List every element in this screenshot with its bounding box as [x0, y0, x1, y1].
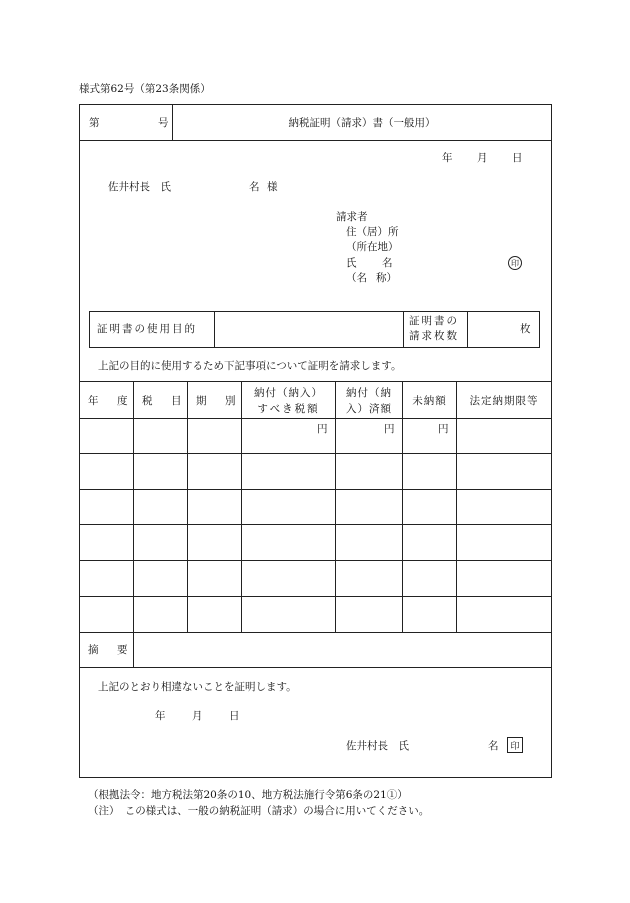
- col-header-tax-a: 税: [142, 395, 153, 407]
- cert-date-year: 年: [155, 710, 166, 722]
- official-seal-icon: 印: [507, 737, 523, 753]
- request-date-month: 月: [477, 152, 488, 164]
- col-header-year-a: 年: [88, 395, 99, 407]
- col-header-due-2: すべき税額: [257, 403, 320, 415]
- col-header-unpaid: 未納額: [412, 395, 447, 407]
- col-header-period-b: 別: [225, 395, 236, 407]
- number-prefix: 第: [89, 117, 100, 129]
- addressee-honorific: 様: [267, 181, 278, 193]
- col-header-due-1: 納付（納入）: [254, 387, 323, 399]
- yen-unit-paid: 円: [384, 423, 395, 435]
- col-header-tax-b: 目: [171, 395, 182, 407]
- count-unit: 枚: [520, 323, 531, 335]
- table-row[interactable]: [80, 597, 551, 632]
- table-row[interactable]: [80, 525, 551, 560]
- requester-corp-name-a: （名: [346, 272, 367, 284]
- remarks-field[interactable]: [134, 633, 551, 667]
- count-field[interactable]: [468, 312, 518, 347]
- requester-label: 請求者: [336, 211, 368, 223]
- number-suffix: 号: [158, 117, 169, 129]
- requester-name-a: 氏: [346, 257, 357, 269]
- col-header-year-b: 度: [117, 395, 128, 407]
- yen-unit-unpaid: 円: [438, 423, 449, 435]
- col-header-paid-1: 納付（納: [346, 387, 392, 399]
- table-row[interactable]: [80, 490, 551, 524]
- certification-sentence: 上記のとおり相違ないことを証明します。: [98, 681, 297, 693]
- col-header-deadline: 法定納期限等: [469, 395, 539, 407]
- outer-top-border: [79, 104, 552, 105]
- yen-unit-due: 円: [317, 423, 328, 435]
- cert-name-label: 名: [488, 740, 499, 752]
- purpose-label: 証明書の使用目的: [97, 323, 197, 335]
- requester-location: （所在地）: [346, 241, 399, 253]
- col-header-paid-2: 入）済額: [346, 403, 392, 415]
- requester-corp-name-b: 称）: [376, 272, 397, 284]
- request-sentence: 上記の目的に使用するため下記事項について証明を請求します。: [98, 360, 402, 372]
- addressee-name: 名: [249, 181, 260, 193]
- request-date-year: 年: [442, 152, 453, 164]
- table-row[interactable]: [80, 419, 551, 453]
- outer-bottom-border: [79, 777, 552, 778]
- cert-date-day: 日: [229, 710, 240, 722]
- outer-right-border: [551, 104, 552, 778]
- form-title: 納税証明（請求）書（一般用）: [288, 117, 436, 129]
- footnote-legal-basis: （根拠法令：地方税法第20条の10、地方税法施行令第6条の21①）: [88, 789, 408, 801]
- requester-address: 住（居）所: [346, 226, 399, 238]
- cert-date-month: 月: [192, 710, 203, 722]
- count-label-1: 証明書の: [409, 315, 459, 327]
- table-row[interactable]: [80, 454, 551, 489]
- footnote-note: （注） この様式は、一般の納税証明（請求）の場合に用いてください。: [88, 805, 430, 817]
- form-number: 様式第62号（第23条関係）: [79, 83, 211, 95]
- addressee-mayor: 佐井村長 氏: [108, 181, 171, 193]
- requester-name-b: 名: [382, 257, 393, 269]
- cert-mayor: 佐井村長 氏: [346, 740, 409, 752]
- remarks-label-b: 要: [117, 644, 128, 656]
- requester-seal-icon: 印: [508, 256, 522, 270]
- request-date-day: 日: [512, 152, 523, 164]
- table-row[interactable]: [80, 561, 551, 596]
- col-header-period-a: 期: [196, 395, 207, 407]
- count-label-2: 請求枚数: [409, 330, 459, 342]
- purpose-field[interactable]: [215, 312, 403, 347]
- remarks-label-a: 摘: [88, 644, 99, 656]
